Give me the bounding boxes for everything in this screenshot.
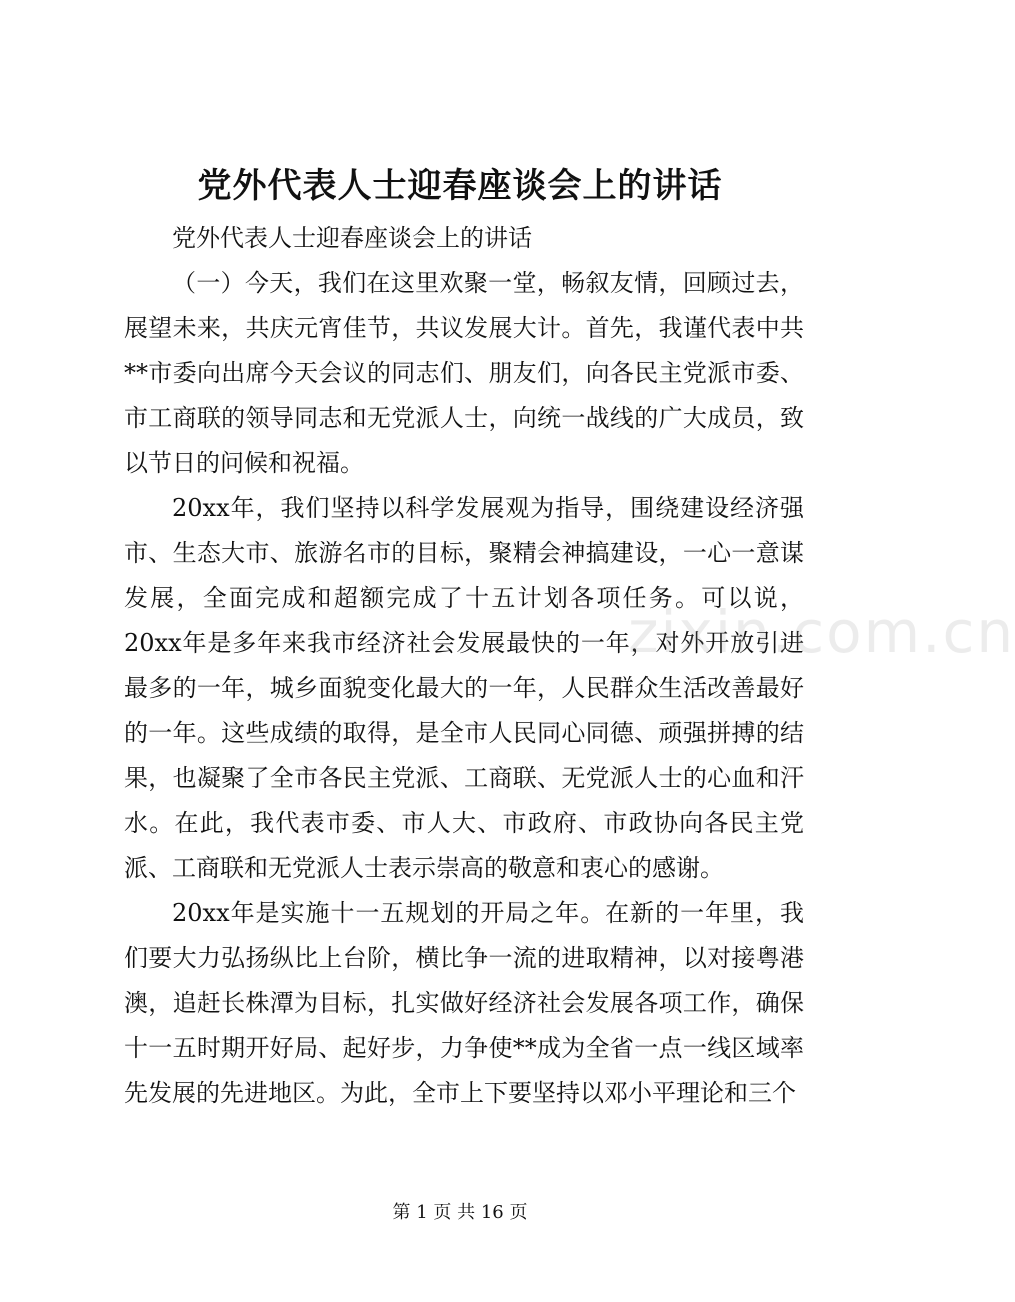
body-paragraph-2: 20xx年，我们坚持以科学发展观为指导，围绕建设经济强市、生态大市、旅游名市的目标，聚精会神搞建设，一心一意谋发展，全面完成和超额完成了十五计划各项任务。可以说，20xx年是多年来我市经济社会发展最快的一年，对外开放引进最多的一年，城乡面貌变化最大的一年，人民群众生活改善最好的一年。这些成绩的取得，是全市人民同心同德、顽强拼搏的结果，也凝聚了全市各民主党派、工商联、无党派人士的心血和汗水。在此，我代表市委、市人大、市政府、市政协向各民主党派、工商联和无党派人士表示崇高的敬意和衷心的感谢。 [124, 494, 804, 882]
document-body [124, 216, 804, 1116]
page-footer: 第 1 页 共 16 页 [392, 1202, 528, 1223]
body-paragraph-1: （一）今天，我们在这里欢聚一堂，畅叙友情，回顾过去，展望未来，共庆元宵佳节，共议发展大计。首先，我谨代表中共**市委向出席今天会议的同志们、朋友们，向各民主党派市委、市工商联的领导同志和无党派人士，向统一战线的广大成员，致以节日的问候和祝福。 [124, 269, 804, 477]
document-subtitle: 党外代表人士迎春座谈会上的讲话 [172, 224, 532, 252]
body-paragraph-3: 20xx年是实施十一五规划的开局之年。在新的一年里，我们要大力弘扬纵比上台阶，横比争一流的进取精神，以对接粤港澳，追赶长株潭为目标，扎实做好经济社会发展各项工作，确保十一五时期开好局、起好步，力争使**成为全省一点一线区域率先发展的先进地区。为此，全市上下要坚持以邓小平理论和三个 [124, 899, 804, 1107]
watermark: zixin.com.cn [628, 598, 1015, 666]
document-title: 党外代表人士迎春座谈会上的讲话 [197, 166, 723, 206]
